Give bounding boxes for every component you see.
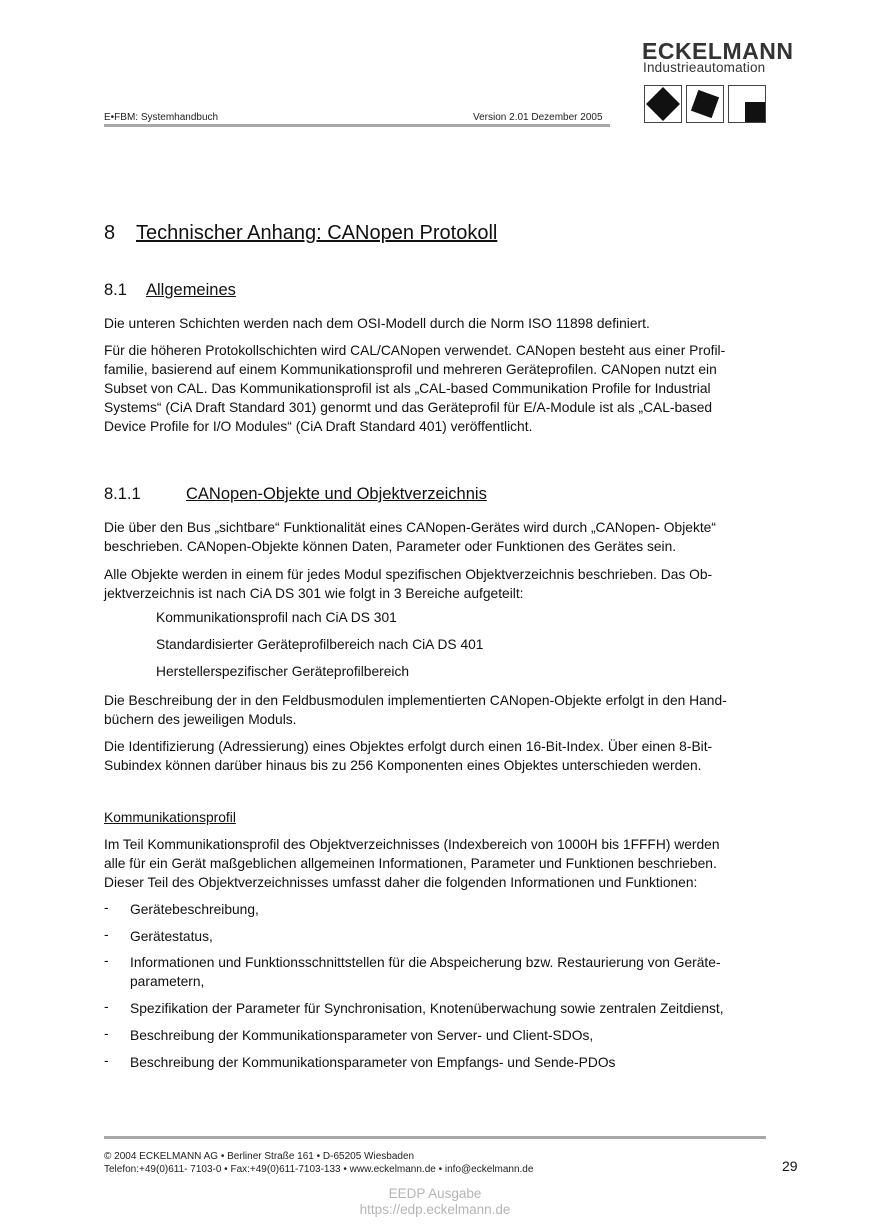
- paragraph-line: familie, basierend auf einem Kommunikationsprofil und mehreren Geräteprofilen. CANopen nutzt ein: [104, 362, 717, 377]
- paragraph-line: Subset von CAL. Das Kommunikationsprofil ist als „CAL-based Communikation Profile for Industrial: [104, 381, 711, 396]
- area-item: Herstellerspezifischer Geräteprofilbereich: [156, 664, 410, 679]
- watermark-edition: EEDP Ausgabe: [388, 1186, 482, 1201]
- paragraph-line: alle für ein Gerät maßgeblichen allgemeinen Informationen, Parameter und Funktionen beschrieben.: [104, 856, 717, 871]
- footer-contact: Telefon:+49(0)611- 7103-0 • Fax:+49(0)611-7103-133 • www.eckelmann.de • info@eckelmann.de: [104, 1164, 534, 1175]
- list-bullet: -: [104, 927, 109, 942]
- list-item: Beschreibung der Kommunikationsparameter von Server- und Client-SDOs,: [130, 1028, 594, 1043]
- brand-subtitle: Industrieautomation: [643, 60, 766, 75]
- area-item: Kommunikationsprofil nach CiA DS 301: [156, 610, 397, 625]
- list-item: Gerätestatus,: [130, 929, 213, 944]
- header-rule: [104, 124, 610, 127]
- section-8-number: 8: [104, 222, 116, 244]
- brand-name: ECKELMANN: [642, 38, 794, 64]
- section-8-1-title: Allgemeines: [146, 281, 236, 299]
- paragraph-line: Systems“ (CiA Draft Standard 301) genormt und das Geräteprofil für E/A-Module ist als „CAL-based: [104, 400, 713, 415]
- paragraph-line: Für die höheren Protokollschichten wird CAL/CANopen verwendet. CANopen besteht aus einer Profil-: [104, 343, 726, 358]
- footer-address: © 2004 ECKELMANN AG • Berliner Straße 161 • D-65205 Wiesbaden: [104, 1151, 415, 1162]
- paragraph-line: beschrieben. CANopen-Objekte können Daten, Parameter oder Funktionen des Gerätes sein.: [104, 539, 677, 554]
- company-logo: [644, 84, 768, 124]
- paragraph-osi: Die unteren Schichten werden nach dem OSI-Modell durch die Norm ISO 11898 definiert.: [104, 316, 650, 331]
- paragraph-line: Subindex können darüber hinaus bis zu 256 Komponenten eines Objektes unterschieden werden.: [104, 758, 702, 773]
- subheading-kommunikationsprofil: Kommunikationsprofil: [104, 810, 236, 825]
- paragraph-line: Die Identifizierung (Adressierung) eines Objektes erfolgt durch einen 16-Bit-Index. Über einen 8-Bit-: [104, 739, 713, 754]
- list-item: Spezifikation der Parameter für Synchronisation, Knotenüberwachung sowie zentralen Zeitdienst,: [130, 1001, 724, 1016]
- paragraph-line: Dieser Teil des Objektverzeichnisses umfasst daher die folgenden Informationen und Funktionen:: [104, 875, 698, 890]
- paragraph-line: Die über den Bus „sichtbare“ Funktionalität eines CANopen-Gerätes wird durch „CANopen- Objekte“: [104, 520, 716, 535]
- list-item: Gerätebeschreibung,: [130, 902, 259, 917]
- paragraph-line: Die Beschreibung der in den Feldbusmodulen implementierten CANopen-Objekte erfolgt in den Hand-: [104, 693, 727, 708]
- list-bullet: -: [104, 999, 109, 1014]
- list-item-continuation: parametern,: [130, 974, 205, 989]
- header-version: Version 2.01 Dezember 2005: [473, 112, 603, 123]
- area-item: Standardisierter Geräteprofilbereich nach CiA DS 401: [156, 637, 484, 652]
- paragraph-line: Device Profile for I/O Modules“ (CiA Draft Standard 401) veröffentlicht.: [104, 419, 533, 434]
- list-bullet: -: [104, 900, 109, 915]
- page-number: 29: [782, 1158, 798, 1174]
- header-doc-title: E•FBM: Systemhandbuch: [104, 112, 219, 123]
- section-8-1-1-title: CANopen-Objekte und Objektverzeichnis: [186, 485, 487, 503]
- list-item: Beschreibung der Kommunikationsparameter von Empfangs- und Sende-PDOs: [130, 1055, 616, 1070]
- list-item: Informationen und Funktionsschnittstellen für die Abspeicherung bzw. Restaurierung von Geräte-: [130, 955, 721, 970]
- section-8-1-number: 8.1: [104, 281, 127, 299]
- section-8-title: Technischer Anhang: CANopen Protokoll: [136, 222, 498, 244]
- list-bullet: -: [104, 1026, 109, 1041]
- section-8-1-1-number: 8.1.1: [104, 485, 141, 503]
- paragraph-line: Alle Objekte werden in einem für jedes Modul spezifischen Objektverzeichnis beschrieben. Das Ob-: [104, 567, 713, 582]
- paragraph-line: jektverzeichnis ist nach CiA DS 301 wie folgt in 3 Bereiche aufgeteilt:: [104, 586, 524, 601]
- paragraph-line: büchern des jeweiligen Moduls.: [104, 712, 297, 727]
- list-bullet: -: [104, 953, 109, 968]
- paragraph-line: Im Teil Kommunikationsprofil des Objektverzeichnisses (Indexbereich von 1000H bis 1FFFH) werden: [104, 837, 720, 852]
- footer-rule: [104, 1136, 766, 1139]
- watermark-url: https://edp.eckelmann.de: [359, 1202, 511, 1217]
- list-bullet: -: [104, 1053, 109, 1068]
